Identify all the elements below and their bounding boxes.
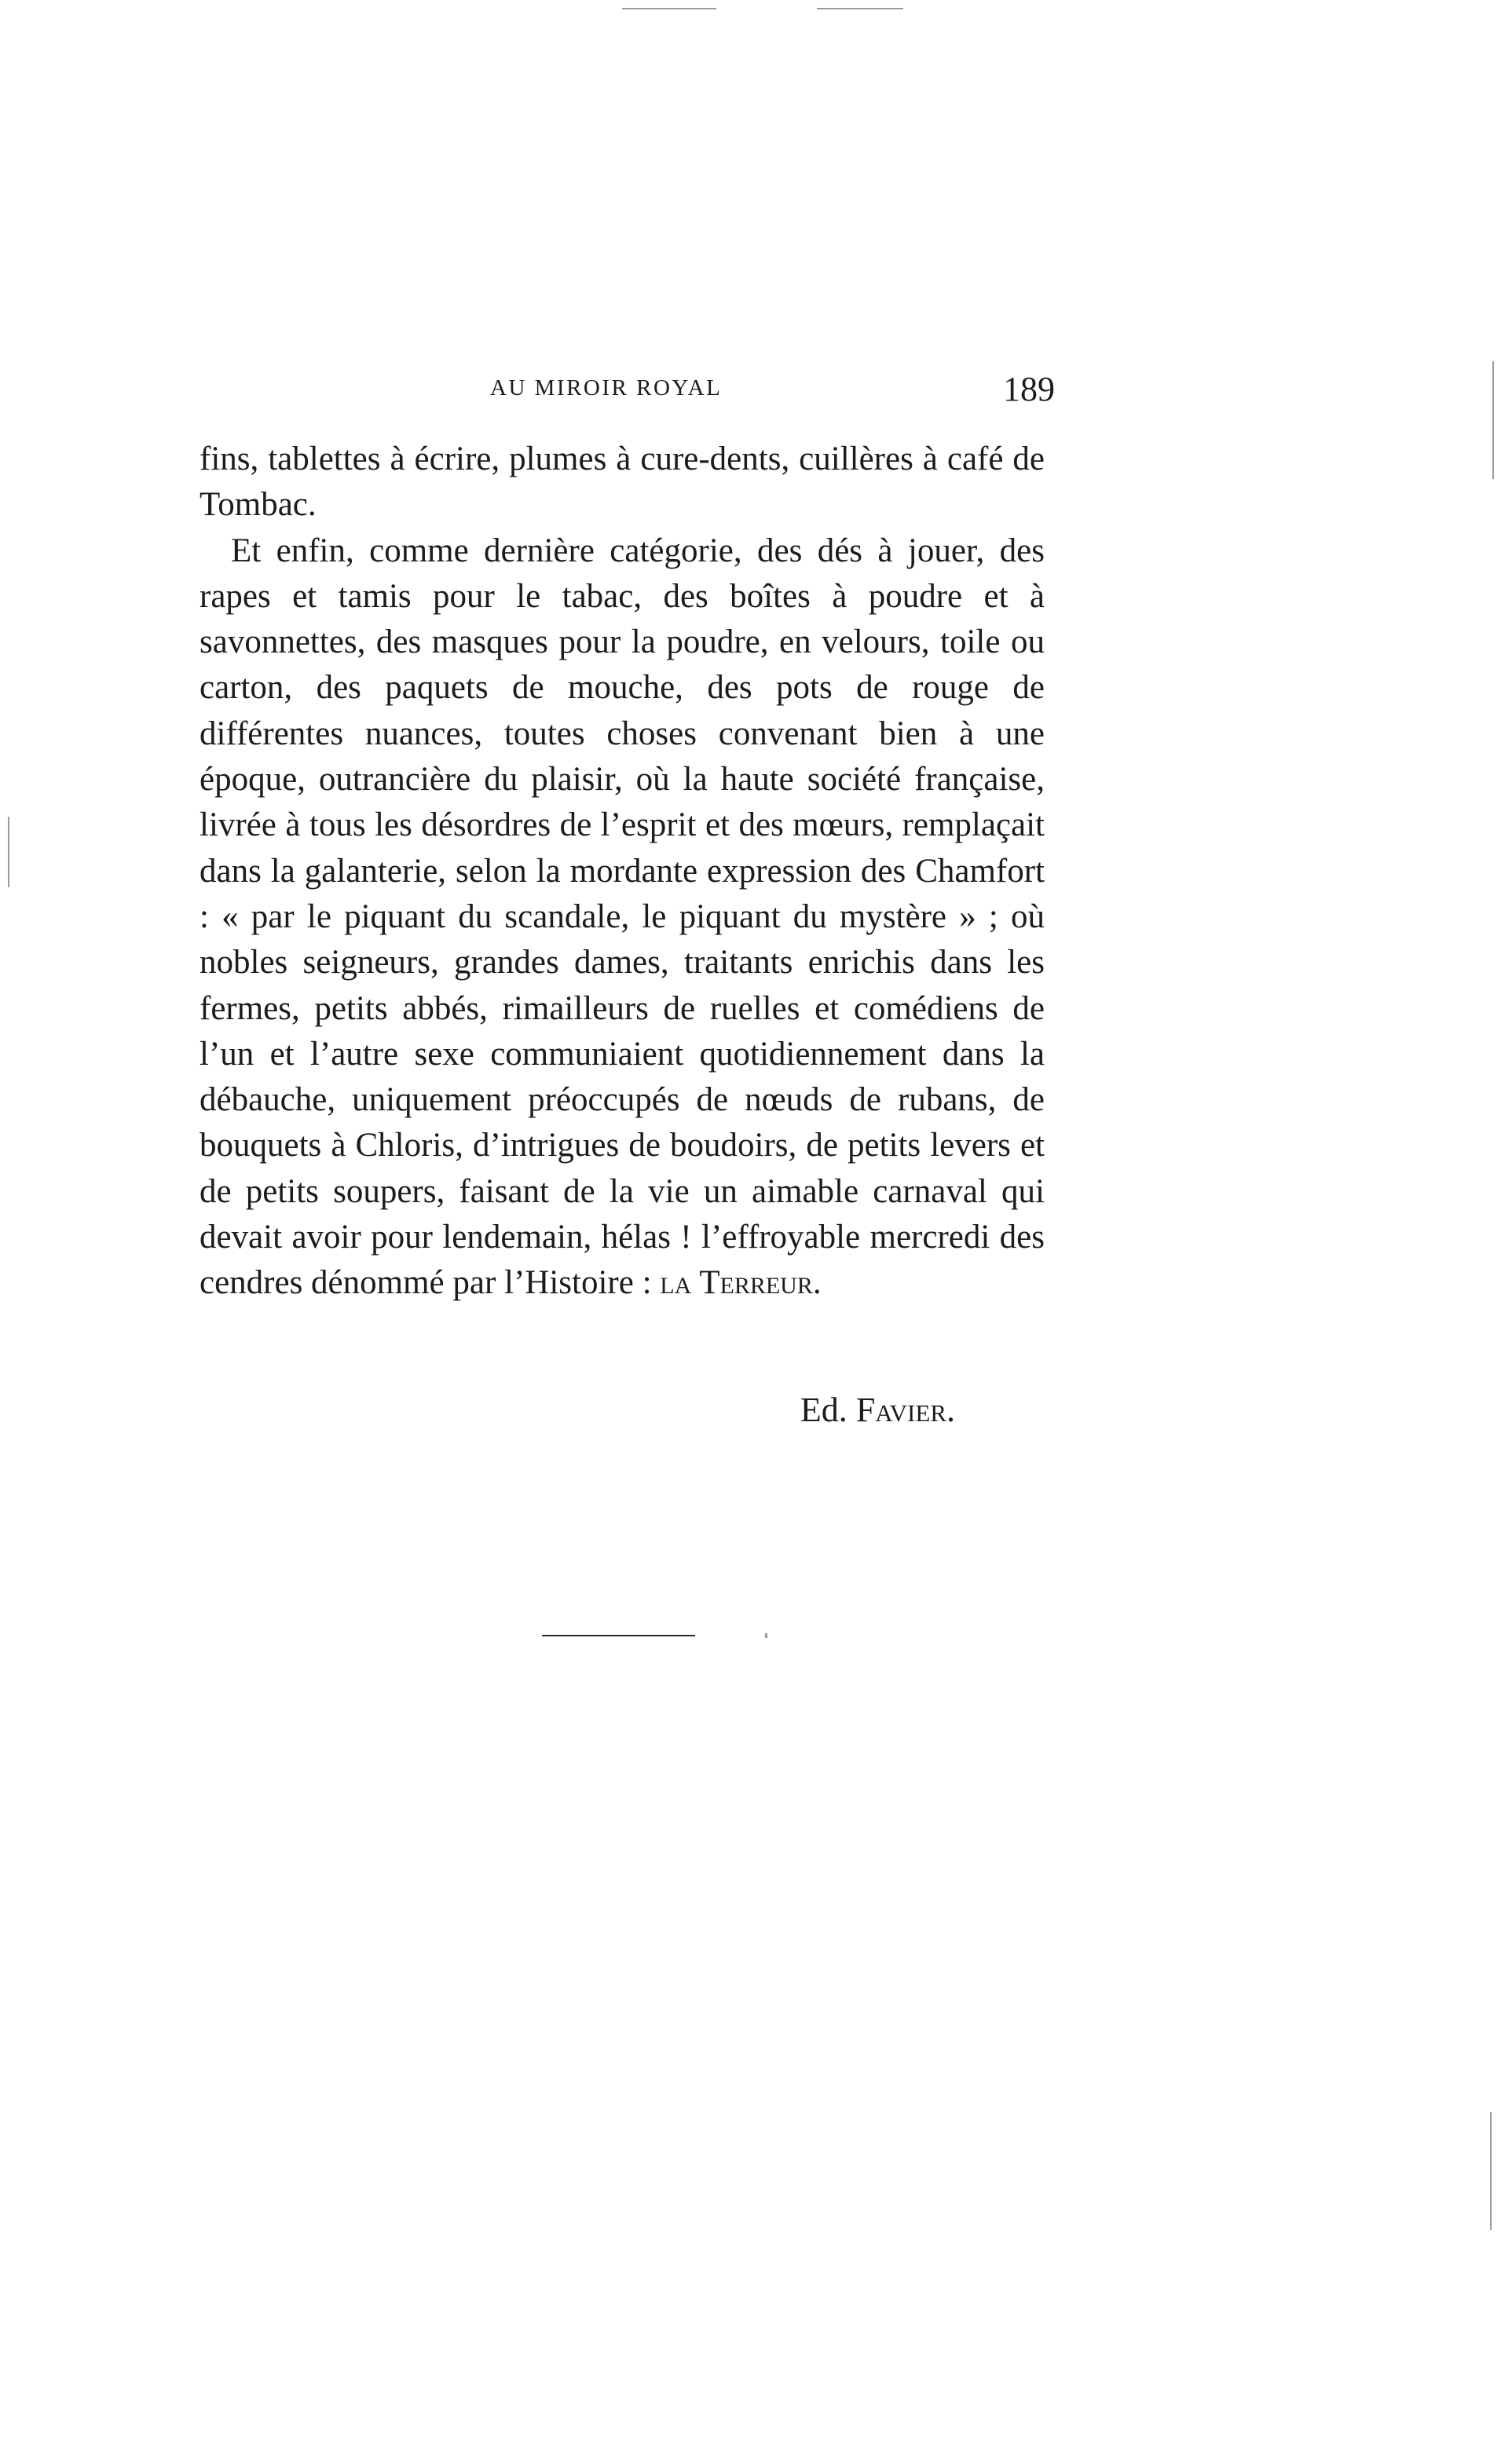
small-caps-emphasis: la Terreur. — [660, 1264, 822, 1302]
signature-surname: Favier. — [855, 1391, 955, 1429]
paragraph-main — [200, 528, 1045, 1307]
author-signature — [800, 1390, 955, 1430]
paragraph-main-text: Et enfin, comme dernière catégorie, des dés à jouer, des rapes et tamis pour le tabac, des boîtes à poudre et à savonnettes, des masques pour la poudre, en velours, toile ou carton, des paquets de mouche, des pots de rouge de différentes nuances, toutes choses convenant bien à une époque, outrancière du plaisir, où la haute société française, livrée à tous les désordres de l’esprit et des mœurs, remplaçait dans la galanterie, selon la mordante expression des Chamfort : « par le piquant du scandale, le piquant du mystère » ; où nobles seigneurs, grandes dames, traitants enrichis dans les fermes, petits abbés, rimailleurs de ruelles et comédiens de l’un et l’autre sexe communiaient quotidiennement dans la débauche, uniquement préoccupés de nœuds de rubans, de bouquets à Chloris, d’intrigues de boudoirs, de petits levers et de petits soupers, faisant de la vie un aimable carnaval qui devait avoir pour lendemain, hélas ! l’effroyable mercredi des cendres dénommé par l’Histoire : — [200, 532, 1045, 1302]
end-rule — [542, 1635, 695, 1636]
scan-mark — [8, 817, 9, 887]
signature-initial: Ed. — [800, 1391, 848, 1429]
scan-mark — [1490, 2112, 1492, 2230]
page-number: 189 — [1003, 370, 1055, 408]
scan-mark — [817, 8, 903, 9]
scan-mark — [1492, 361, 1494, 479]
running-header: AU MIROIR ROYAL — [490, 375, 723, 400]
body-text — [200, 437, 1045, 1307]
scan-mark — [765, 1633, 767, 1638]
scan-mark — [622, 8, 716, 9]
paragraph-continuation: fins, tablettes à écrire, plumes à cure-dents, cuillères à café de Tombac. — [200, 441, 1045, 524]
